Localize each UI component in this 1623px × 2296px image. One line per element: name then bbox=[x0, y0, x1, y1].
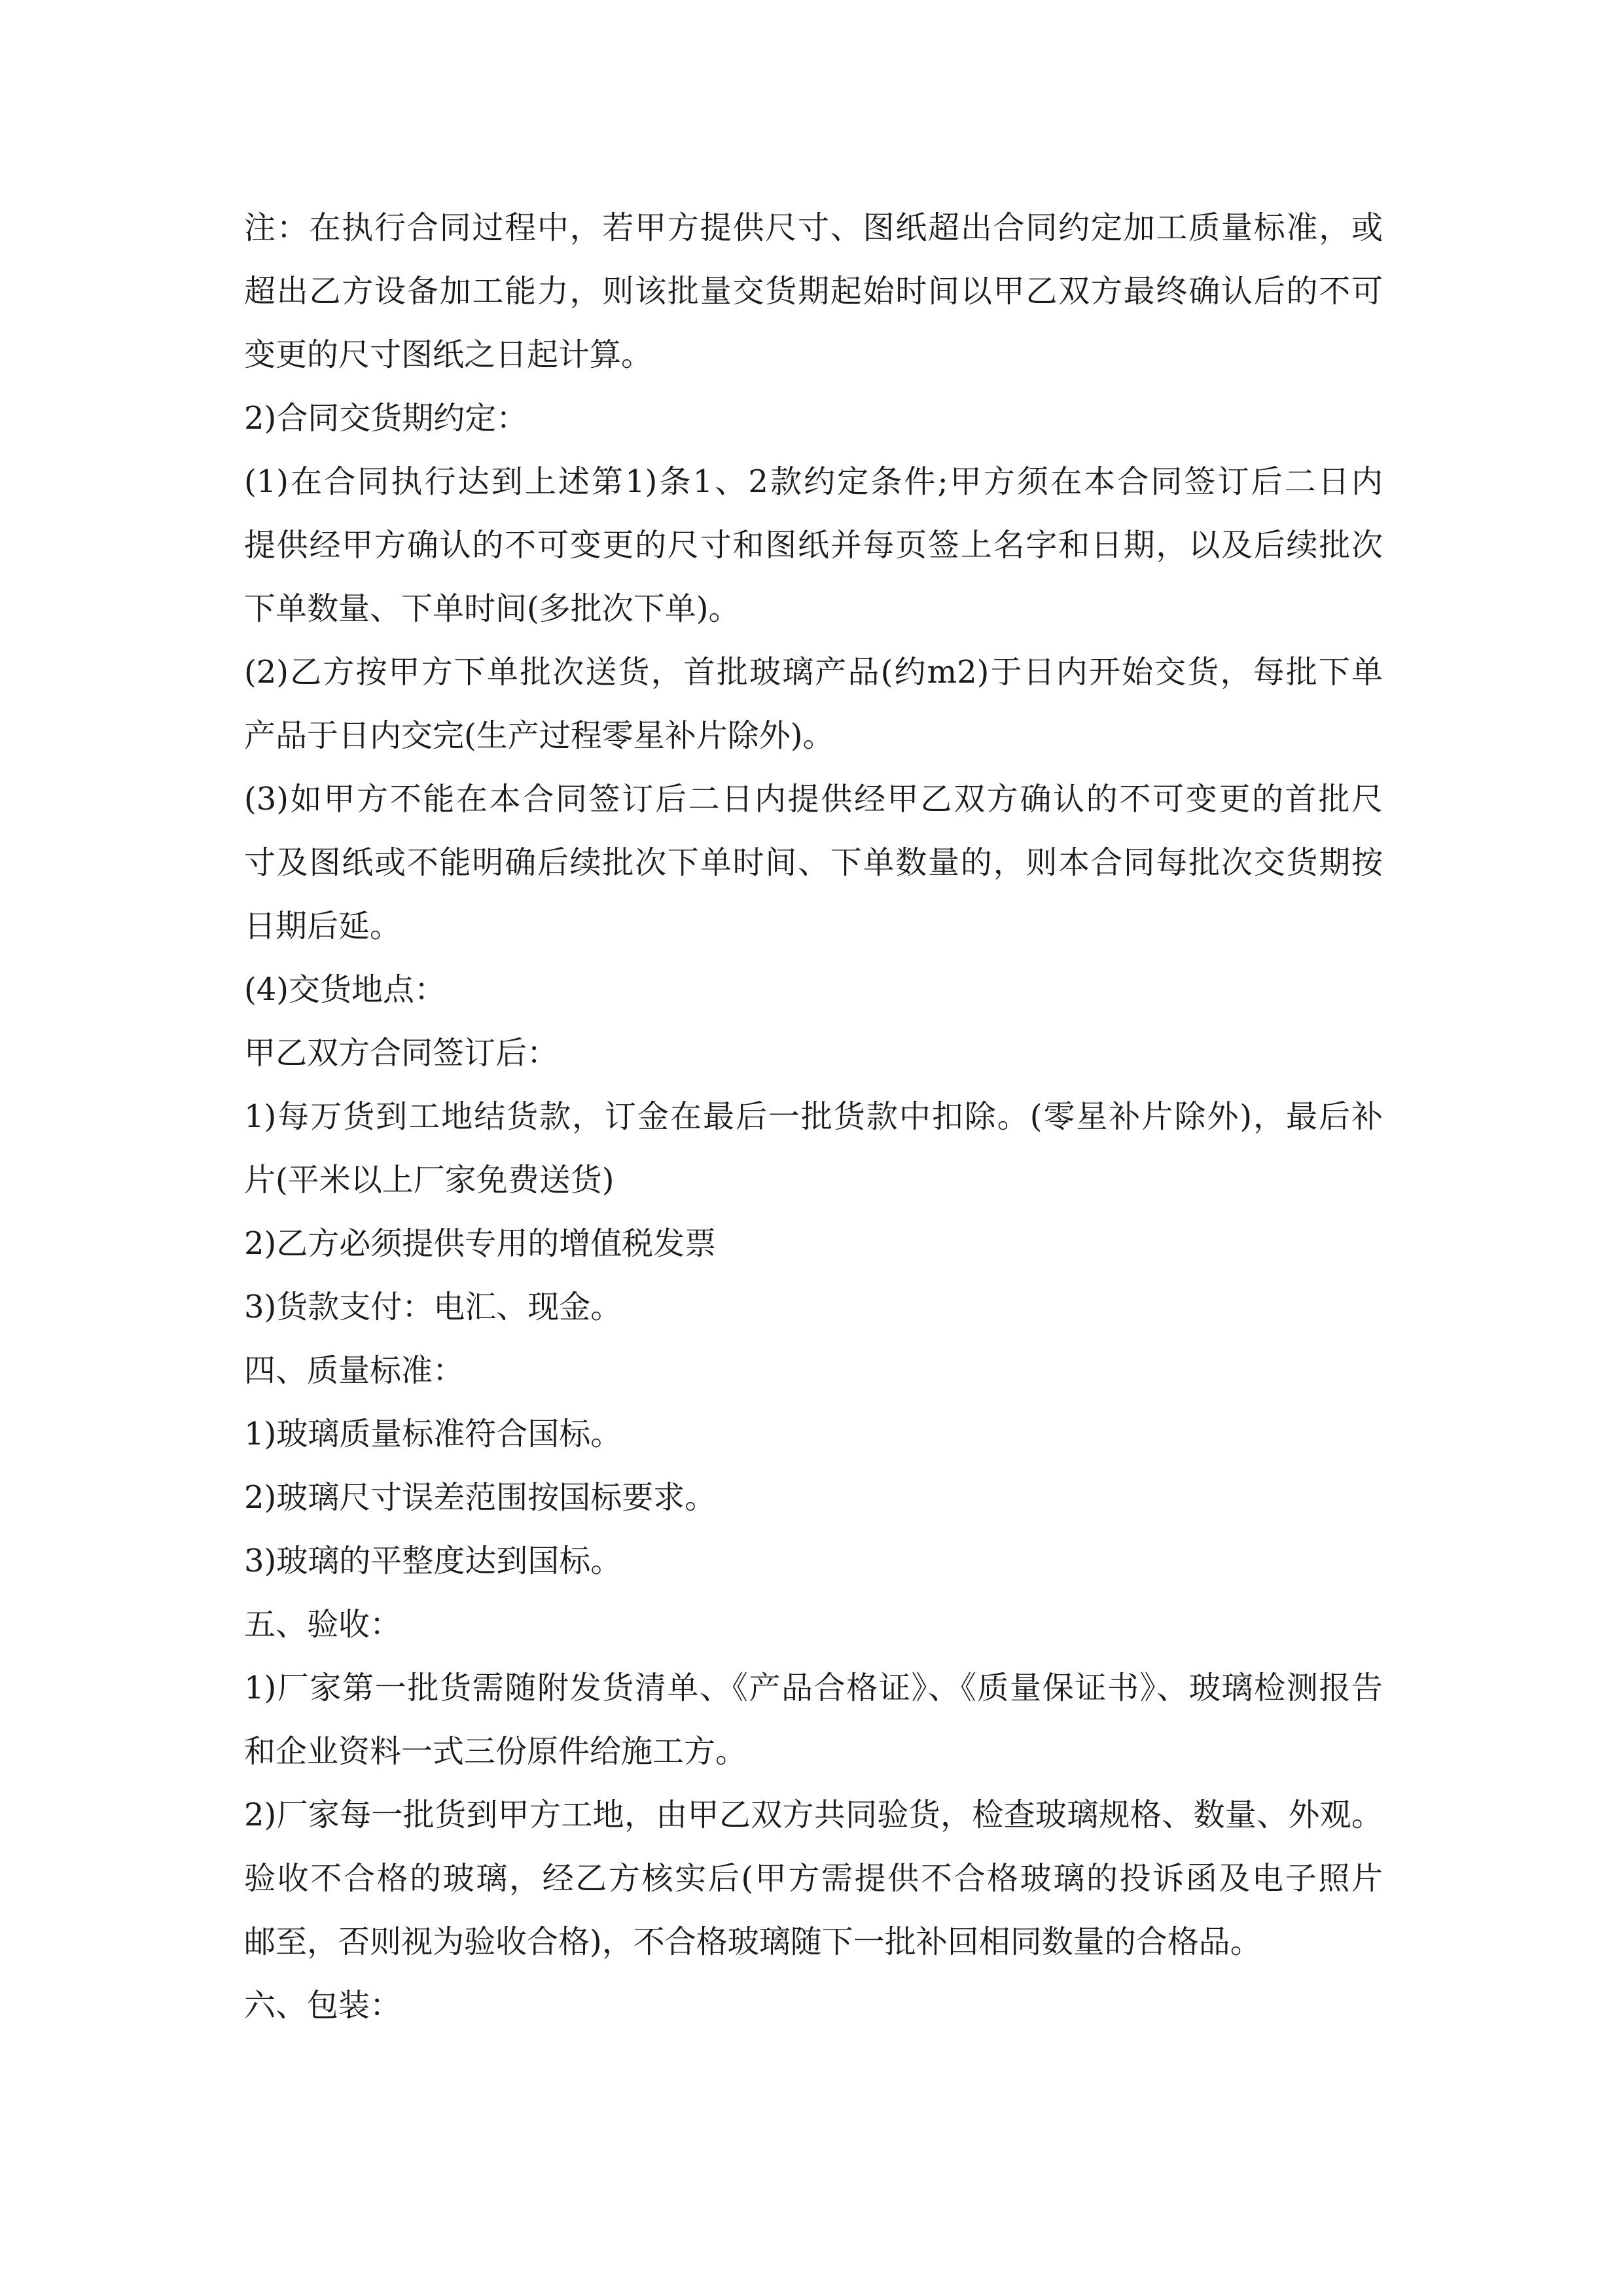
text-line: 甲乙双方合同签订后： bbox=[244, 1035, 559, 1071]
text-line: (3)如甲方不能在本合同签订后二日内提供经甲乙双方确认的不可变更的首批尺 bbox=[244, 781, 1383, 817]
paragraph-clause-3 bbox=[244, 768, 1383, 958]
paragraph-quality-1 bbox=[244, 1403, 1383, 1466]
text-line: 六、包装： bbox=[244, 1987, 402, 2024]
text-line: 1)厂家第一批货需随附发货清单、《产品合格证》、《质量保证书》、玻璃检测报告 bbox=[244, 1670, 1383, 1706]
paragraph-clause-2 bbox=[244, 641, 1383, 768]
text-line: 片(平米以上厂家免费送货) bbox=[244, 1162, 615, 1198]
paragraph-note bbox=[244, 196, 1383, 387]
section-heading-quality bbox=[244, 1339, 1383, 1403]
text-line: 注：在执行合同过程中，若甲方提供尺寸、图纸超出合同约定加工质量标准，或 bbox=[244, 209, 1383, 246]
text-line: 下单数量、下单时间(多批次下单)。 bbox=[244, 590, 740, 627]
text-line: 超出乙方设备加工能力，则该批量交货期起始时间以甲乙双方最终确认后的不可 bbox=[244, 273, 1383, 310]
text-line: 变更的尺寸图纸之日起计算。 bbox=[244, 336, 653, 373]
text-line: 寸及图纸或不能明确后续批次下单时间、下单数量的，则本合同每批次交货期按 bbox=[244, 844, 1383, 881]
text-line: 四、质量标准： bbox=[244, 1352, 465, 1389]
text-line: 邮至，否则视为验收合格)，不合格玻璃随下一批补回相同数量的合格品。 bbox=[244, 1924, 1262, 1960]
paragraph-acceptance-2 bbox=[244, 1784, 1383, 1974]
text-line: 2)合同交货期约定： bbox=[244, 400, 528, 437]
paragraph-quality-2 bbox=[244, 1466, 1383, 1530]
text-line: 和企业资料一式三份原件给施工方。 bbox=[244, 1733, 747, 1770]
contract-body bbox=[244, 196, 1383, 2037]
text-line: 提供经甲方确认的不可变更的尺寸和图纸并每页签上名字和日期，以及后续批次 bbox=[244, 527, 1383, 564]
paragraph-after-signing bbox=[244, 1022, 1383, 1085]
text-line: 2)乙方必须提供专用的增值税发票 bbox=[244, 1225, 717, 1262]
text-line: 1)每万货到工地结货款，订金在最后一批货款中扣除。(零星补片除外)，最后补 bbox=[244, 1098, 1383, 1135]
section-heading-packaging bbox=[244, 1974, 1383, 2037]
text-line: 日期后延。 bbox=[244, 908, 402, 944]
text-line: 1)玻璃质量标准符合国标。 bbox=[244, 1416, 622, 1452]
text-line: 3)玻璃的平整度达到国标。 bbox=[244, 1543, 622, 1579]
section-heading-acceptance bbox=[244, 1593, 1383, 1657]
text-line: 产品于日内交完(生产过程零星补片除外)。 bbox=[244, 717, 834, 754]
paragraph-payment-2 bbox=[244, 1212, 1383, 1276]
text-line: (1)在合同执行达到上述第1)条1、2款约定条件;甲方须在本合同签订后二日内 bbox=[244, 463, 1383, 500]
text-line: 验收不合格的玻璃，经乙方核实后(甲方需提供不合格玻璃的投诉函及电子照片 bbox=[244, 1860, 1383, 1897]
text-line: (4)交货地点： bbox=[244, 971, 446, 1008]
paragraph-delivery-heading bbox=[244, 387, 1383, 450]
paragraph-quality-3 bbox=[244, 1530, 1383, 1593]
paragraph-clause-1 bbox=[244, 450, 1383, 641]
paragraph-acceptance-1 bbox=[244, 1657, 1383, 1784]
text-line: 3)货款支付：电汇、现金。 bbox=[244, 1289, 622, 1325]
paragraph-clause-4 bbox=[244, 958, 1383, 1022]
text-line: (2)乙方按甲方下单批次送货，首批玻璃产品(约m2)于日内开始交货，每批下单 bbox=[244, 654, 1383, 691]
text-line: 2)厂家每一批货到甲方工地，由甲乙双方共同验货，检查玻璃规格、数量、外观。 bbox=[244, 1797, 1383, 1833]
paragraph-payment-3 bbox=[244, 1276, 1383, 1339]
text-line: 五、验收： bbox=[244, 1606, 402, 1643]
paragraph-payment-1 bbox=[244, 1085, 1383, 1212]
text-line: 2)玻璃尺寸误差范围按国标要求。 bbox=[244, 1479, 717, 1516]
